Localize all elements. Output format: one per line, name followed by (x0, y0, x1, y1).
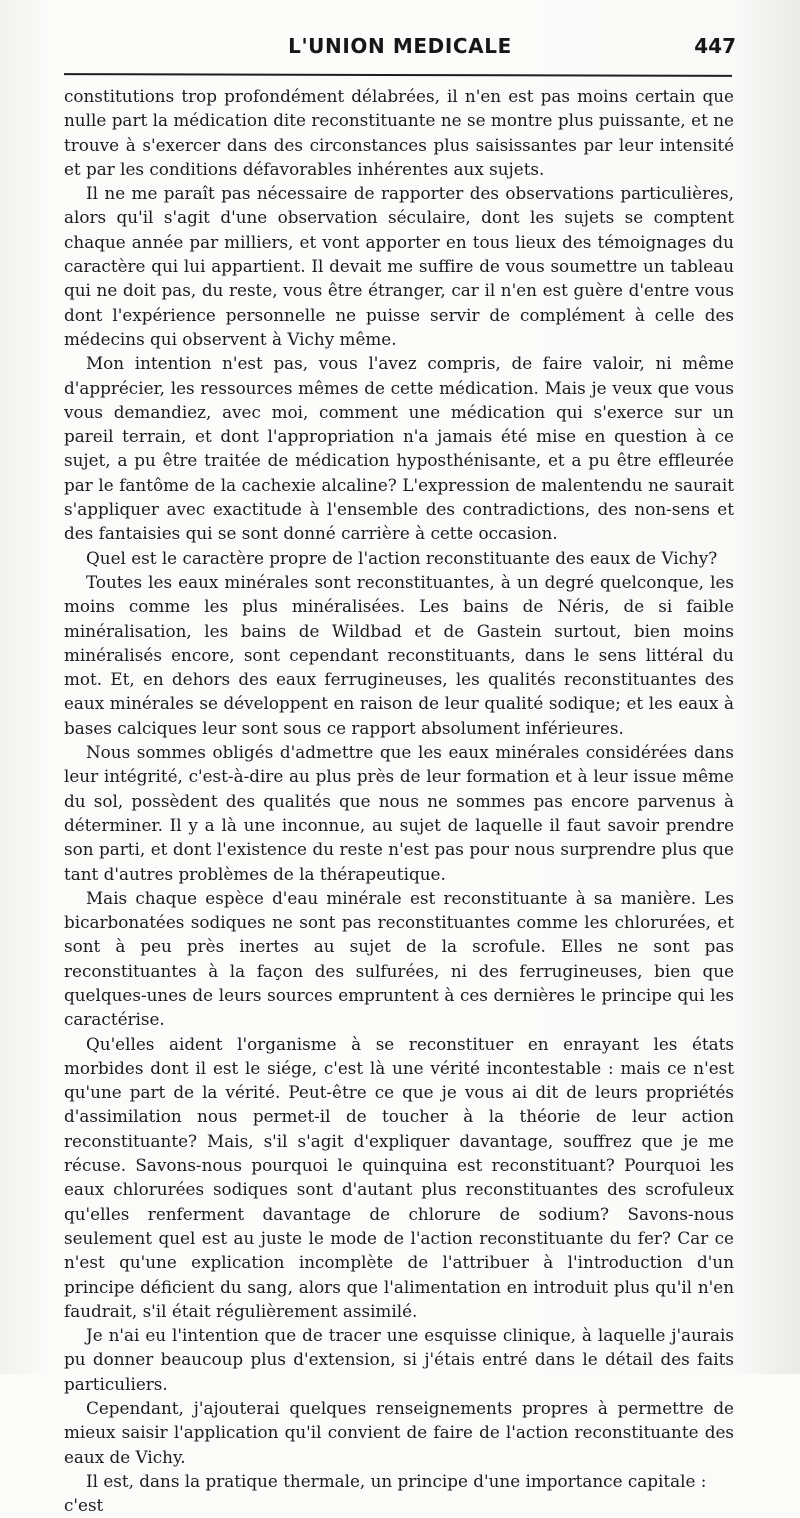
paragraph-11: Il est, dans la pratique thermale, un principe d'une importance capitale : c'est (64, 1470, 707, 1516)
body-text (64, 84, 734, 1518)
paragraph-10: Cependant, j'ajouterai quelques renseignements propres à permettre de mieux saisir l'application qu'il convient de faire de l'action reconstituante des eaux de Vichy. (64, 1398, 734, 1467)
paragraph-4: Quel est le caractère propre de l'action reconstituante des eaux de Vichy? (86, 547, 718, 568)
running-title: L'UNION MEDICALE (288, 34, 512, 58)
paragraph-5: Toutes les eaux minérales sont reconstituantes, à un degré quelconque, les moins comme les plus minéralisées. Les bains de Néris, de si faible minéralisation, les bains de Wildbad et de Gastein surtout, bien moins minéralisés encore, sont cependant reconstituants, dans le sens littéral du mot. Et, en dehors des eaux ferrugineuses, les qualités reconstituantes des eaux minérales se développent en raison de leur qualité sodique; et les eaux à bases calciques leur sont sous ce rapport absolument inférieures. (64, 571, 734, 738)
paragraph-8: Qu'elles aident l'organisme à se reconstituer en enrayant les états morbides dont il est le siége, c'est là une vérité incontestable : mais ce n'est qu'une part de la vérité. Peut-être ce que je vous ai dit de leurs propriétés d'assimilation nous permet-il de toucher à la théorie de leur action reconstituante? Mais, s'il s'agit d'expliquer davantage, souffrez que je me récuse. Savons-nous pourquoi le quinquina est reconstituant? Pourquoi les eaux chlorurées sodiques sont d'autant plus reconstituantes des scrofuleux qu'elles renferment davantage de chlorure de sodium? Savons-nous seulement quel est au juste le mode de l'action reconstituante du fer? Car ce n'est qu'une explication incomplète de l'attribuer à l'introduction d'un principe déficient du sang, alors que l'alimentation en introduit plus qu'il n'en faudrait, s'il était régulièrement assimilé. (64, 1033, 734, 1321)
header-rule (64, 73, 732, 77)
page-number: 447 (694, 34, 736, 58)
paragraph-1: constitutions trop profondément délabrées, il n'en est pas moins certain que nulle part la médication dite reconstituante ne se montre plus puissante, et ne trouve à s'exercer dans des circonstances plus saisissantes par leur intensité et par les conditions défavorables inhérentes aux sujets. (64, 86, 734, 179)
paragraph-9: Je n'ai eu l'intention que de tracer une esquisse clinique, à laquelle j'aurais pu donner beaucoup plus d'extension, si j'étais entré dans le détail des faits particuliers. (64, 1325, 734, 1394)
paragraph-2: Il ne me paraît pas nécessaire de rapporter des observations particulières, alors qu'il s'agit d'une observation séculaire, dont les sujets se comptent chaque année par milliers, et vont apporter en tous lieux des témoignages du caractère qui lui appartient. Il devait me suffire de vous soumettre un tableau qui ne doit pas, du reste, vous être étranger, car il n'en est guère d'entre vous dont l'expérience personnelle ne puisse servir de complément à celle des médecins qui observent à Vichy même. (64, 183, 734, 349)
paragraph-7: Mais chaque espèce d'eau minérale est reconstituante à sa manière. Les bicarbonatées sodiques ne sont pas reconstituantes comme les chlorurées, et sont à peu près inertes au sujet de la scrofule. Elles ne sont pas reconstituantes à la façon des sulfurées, ni des ferrugineuses, bien que quelques-unes de leurs sources empruntent à ces dernières le principe qui les caractérise. (64, 887, 734, 1030)
paragraph-3: Mon intention n'est pas, vous l'avez compris, de faire valoir, ni même d'apprécier, les ressources mêmes de cette médication. Mais je veux que vous vous demandiez, avec moi, comment une médication qui s'exerce sur un pareil terrain, et dont l'appropriation n'a jamais été mise en question à ce sujet, a pu être traitée de médication hyposthénisante, et a pu être effleurée par le fantôme de la cachexie alcaline? L'expression de malentendu ne saurait s'appliquer avec exactitude à l'ensemble des contradictions, des non-sens et des fantaisies qui se sont donné carrière à cette occasion. (64, 353, 734, 544)
page-header (60, 34, 740, 66)
paragraph-6: Nous sommes obligés d'admettre que les eaux minérales considérées dans leur intégrité, c'est-à-dire au plus près de leur formation et à leur issue même du sol, possèdent des qualités que nous ne sommes pas encore parvenus à déterminer. Il y a là une inconnue, au sujet de laquelle il faut savoir prendre son parti, et dont l'existence du reste n'est pas pour nous surprendre plus que tant d'autres problèmes de la thérapeutique. (64, 742, 734, 884)
